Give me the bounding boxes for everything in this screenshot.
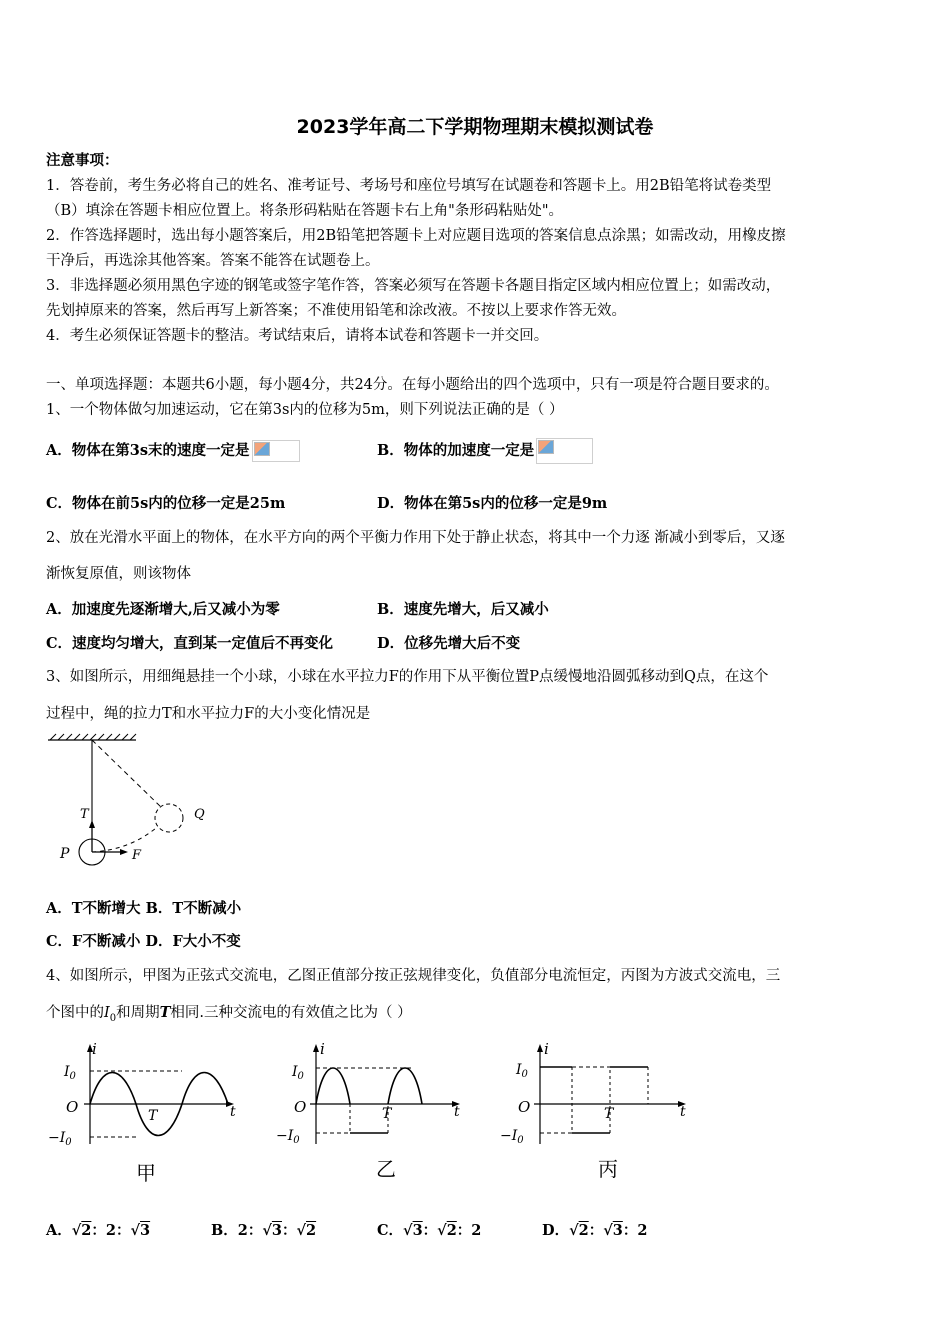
notice-line-5: 3．非选择题必须用黑色字迹的钢笔或签字笔作答，答案必须写在答题卡各题目指定区域内相应位置上；如需改动， xyxy=(46,278,781,294)
notice-line-7: 4．考生必须保证答题卡的整洁。考试结束后，请将本试卷和答题卡一并交回。 xyxy=(46,328,549,344)
sqrt-3: √3 xyxy=(130,1222,151,1239)
notice-line-2: （B）填涂在答题卡相应位置上。将条形码粘贴在答题卡右上角"条形码粘贴处"。 xyxy=(46,203,563,219)
q1-option-b-text: B．物体的加速度一定是 xyxy=(377,442,535,459)
graph-bing xyxy=(500,1040,700,1190)
q4-stem-pre: 个图中的 xyxy=(46,1005,104,1021)
section-heading: 一、单项选择题：本题共6小题，每小题4分，共24分。在每小题给出的四个选项中，只有一项是符合题目要求的。 xyxy=(46,377,779,393)
label-Q: Q xyxy=(194,807,205,822)
label-minusI0-yi: $-I_0$ xyxy=(276,1128,300,1146)
label-minusI0-bing: $-I_0$ xyxy=(500,1128,524,1146)
caption-yi: 乙 xyxy=(376,1157,396,1181)
notice-line-6: 先划掉原来的答案，然后再写上新答案；不准使用铅笔和涂改液。不按以上要求作答无效。 xyxy=(46,303,626,319)
axis-t-bing: t xyxy=(680,1104,686,1120)
q2-option-c: C．速度均匀增大，直到某一定值后不再变化 xyxy=(46,635,334,652)
q4-stem-line-2 xyxy=(46,1004,412,1025)
axis-i-yi: i xyxy=(320,1040,325,1058)
graph-yi xyxy=(276,1040,476,1190)
q4-stem-post: 相同.三种交流电的有效值之比为（ ） xyxy=(170,1005,412,1021)
broken-image-icon xyxy=(252,440,300,462)
label-minusI0-jia: $-I_0$ xyxy=(48,1130,72,1148)
q4-stem-i0: I xyxy=(104,1005,110,1021)
label-origin-bing: O xyxy=(518,1098,531,1116)
notice-line-3: 2．作答选择题时，选出每小题答案后，用2B铅笔把答题卡上对应题目选项的答案信息点涂黑；如需改动，用橡皮擦 xyxy=(46,228,786,244)
label-I0-jia: $I_0$ xyxy=(64,1064,76,1082)
q3-options-cd: C．F不断减小 D．F大小不变 xyxy=(46,933,241,950)
sqrt-2: √2 xyxy=(569,1222,589,1239)
q3-stem-line-1: 3、如图所示，用细绳悬挂一个小球，小球在水平拉力F的作用下从平衡位置P点缓慢地沿圆弧移动到Q点，在这个 xyxy=(46,669,769,685)
label-I0-yi: $I_0$ xyxy=(292,1064,304,1082)
sqrt-3: √3 xyxy=(403,1222,423,1239)
pendulum-figure xyxy=(44,732,224,872)
q4-option-c: C．√3：√2：2 xyxy=(377,1222,482,1239)
q1-stem: 1、一个物体做匀加速运动，它在第3s内的位移为5m，则下列说法正确的是（ ） xyxy=(46,402,564,418)
axis-i-jia: i xyxy=(92,1040,97,1058)
label-F: F xyxy=(132,848,142,863)
q4-option-a-label: A． xyxy=(46,1222,72,1239)
q1-option-a-text: A．物体在第3s末的速度一定是 xyxy=(46,442,250,459)
axis-i-bing: i xyxy=(544,1040,549,1058)
q4-option-c-label: C． xyxy=(377,1222,404,1239)
q1-option-c: C．物体在前5s内的位移一定是25m xyxy=(46,495,286,512)
q2-option-a: A．加速度先逐渐增大,后又减小为零 xyxy=(46,601,280,618)
sqrt-2: √2 xyxy=(71,1222,92,1239)
label-I0-bing: $I_0$ xyxy=(516,1062,528,1080)
label-T-yi: T xyxy=(382,1106,392,1122)
broken-image-icon xyxy=(536,438,593,464)
graph-jia xyxy=(44,1040,244,1190)
q1-option-d: D．物体在第5s内的位移一定是9m xyxy=(377,495,608,512)
q2-stem-line-1: 2、放在光滑水平面上的物体，在水平方向的两个平衡力作用下处于静止状态，将其中一个力逐 渐减小到零后，又逐 xyxy=(46,530,785,546)
q4-option-a: A．√2：2：√3 xyxy=(46,1222,151,1239)
q4-option-d: D．√2：√3：2 xyxy=(542,1222,648,1239)
label-origin-jia: O xyxy=(66,1098,79,1116)
label-origin-yi: O xyxy=(294,1098,307,1116)
q4-stem-mid: 和周期 xyxy=(116,1005,160,1021)
axis-t-yi: t xyxy=(454,1104,460,1120)
q3-options-ab: A．T不断增大 B．T不断减小 xyxy=(46,900,242,917)
sqrt-2: √2 xyxy=(437,1222,457,1239)
notice-line-4: 干净后，再选涂其他答案。答案不能答在试题卷上。 xyxy=(46,253,380,269)
caption-jia: 甲 xyxy=(136,1161,156,1185)
sqrt-3: √3 xyxy=(262,1222,282,1239)
q4-stem-T: T xyxy=(159,1004,171,1021)
q4-stem-i0-sub: 0 xyxy=(109,1012,117,1024)
q3-stem-line-2: 过程中，绳的拉力T和水平拉力F的大小变化情况是 xyxy=(46,706,371,722)
sqrt-3: √3 xyxy=(603,1222,623,1239)
caption-bing: 丙 xyxy=(598,1157,618,1181)
q2-option-b: B．速度先增大，后又减小 xyxy=(377,601,549,618)
label-T-bing: T xyxy=(604,1106,614,1122)
q4-option-b-label: B． xyxy=(211,1222,238,1239)
label-T-jia: T xyxy=(148,1108,158,1124)
axis-t-jia: t xyxy=(230,1104,236,1120)
label-T: T xyxy=(80,807,89,822)
q2-option-d: D．位移先增大后不变 xyxy=(377,635,521,652)
page-title: 2023学年高二下学期物理期末模拟测试卷 xyxy=(296,116,654,138)
q4-stem-line-1: 4、如图所示，甲图为正弦式交流电，乙图正值部分按正弦规律变化，负值部分电流恒定，丙图为方波式交流电，三 xyxy=(46,968,781,984)
q2-stem-line-2: 渐恢复原值，则该物体 xyxy=(46,566,191,582)
q1-option-b xyxy=(377,438,593,464)
notice-line-1: 1．答卷前，考生务必将自己的姓名、准考证号、考场号和座位号填写在试题卷和答题卡上。用2B铅笔将试卷类型 xyxy=(46,178,772,194)
q1-option-a xyxy=(46,440,300,462)
notice-heading: 注意事项： xyxy=(46,152,119,169)
label-P: P xyxy=(60,846,70,862)
q4-option-d-label: D． xyxy=(542,1222,570,1239)
q4-option-b: B．2：√3：√2 xyxy=(211,1222,317,1239)
sqrt-2: √2 xyxy=(296,1222,317,1239)
